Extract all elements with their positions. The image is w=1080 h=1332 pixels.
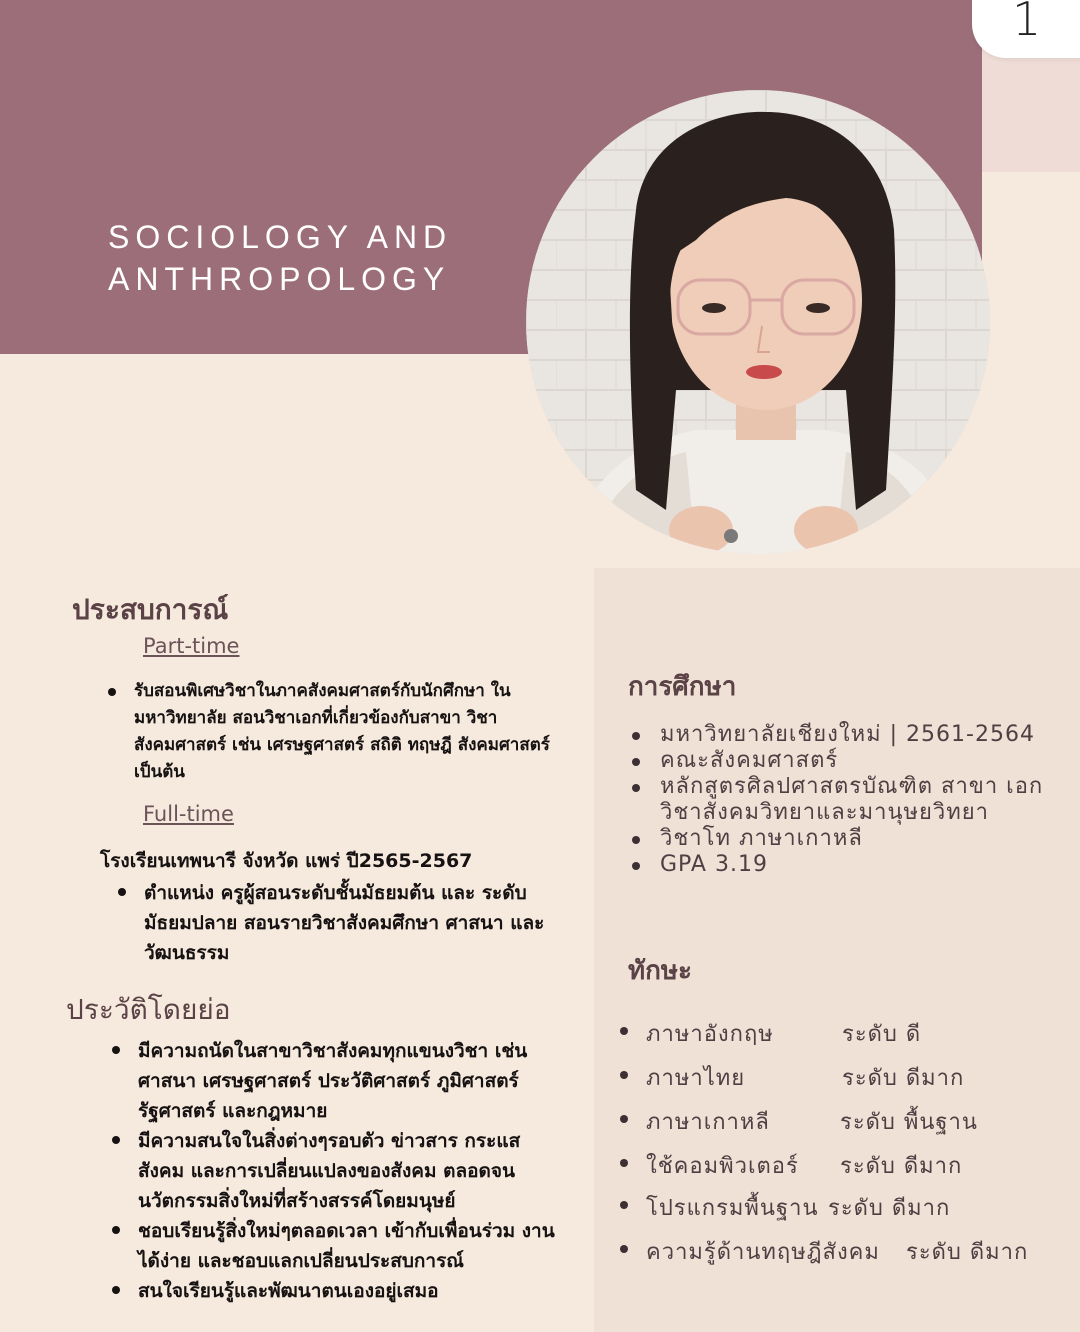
- skill-row: [618, 1104, 1068, 1134]
- portrait-illustration: [526, 90, 990, 554]
- title-line-1: SOCIOLOGY AND: [108, 219, 453, 255]
- skills-heading: ทักษะ: [628, 956, 692, 986]
- skill-level: ระดับ ดีมาก: [828, 1196, 951, 1221]
- experience-heading: ประสบการณ์: [72, 593, 229, 626]
- skill-name: ภาษาเกาหลี: [646, 1110, 770, 1135]
- skill-name: โปรแกรมพื้นฐาน: [646, 1196, 819, 1221]
- skill-level: ระดับ พื้นฐาน: [840, 1110, 978, 1135]
- skill-name: ภาษาอังกฤษ: [646, 1022, 774, 1047]
- list-item: หลักสูตรศิลปศาสตรบัณฑิต สาขา เอกวิชาสังคมวิทยาและมานุษยวิทยา: [630, 774, 1070, 826]
- list-item: มีความสนใจในสิ่งต่างๆรอบตัว ข่าวสาร กระแส สังคม และการเปลี่ยนแปลงของสังคม ตลอดจน นวัตกรรมสิ่งใหม่ที่สร้างสรรค์โดยมนุษย์: [112, 1126, 560, 1216]
- education-list: [630, 722, 1070, 878]
- parttime-label: Part-time: [143, 634, 240, 658]
- list-item: มีความถนัดในสาขาวิชาสังคมทุกแขนงวิชา เช่น ศาสนา เศรษฐศาสตร์ ประวัติศาสตร์ ภูมิศาสตร์ รัฐศาสตร์ และกฎหมาย: [112, 1036, 560, 1126]
- list-item: คณะสังคมศาสตร์: [630, 748, 1070, 774]
- list-item: มหาวิทยาลัยเชียงใหม่ | 2561-2564: [630, 722, 1070, 748]
- page-title: [108, 216, 528, 300]
- skill-row: [618, 1234, 1068, 1264]
- skill-name: ใช้คอมพิวเตอร์: [646, 1154, 799, 1179]
- skill-row: [618, 1060, 1068, 1090]
- parttime-list: [108, 678, 568, 786]
- list-item: รับสอนพิเศษวิชาในภาคสังคมศาสตร์กับนักศึกษา ในมหาวิทยาลัย สอนวิชาเอกที่เกี่ยวข้องกับสาขา วิชาสังคมศาสตร์ เช่น เศรษฐศาสตร์ สถิติ ทฤษฎี สังคมศาสตร์ เป็นต้น: [108, 678, 568, 786]
- skill-name: ภาษาไทย: [646, 1066, 746, 1091]
- skill-row: [618, 1148, 1068, 1178]
- skill-level: ระดับ ดีมาก: [840, 1154, 963, 1179]
- education-heading: การศึกษา: [628, 672, 737, 702]
- skill-level: ระดับ ดีมาก: [906, 1240, 1029, 1265]
- list-item: ตำแหน่ง ครูผู้สอนระดับชั้นมัธยมต้น และ ระดับมัธยมปลาย สอนรายวิชาสังคมศึกษา ศาสนา และวัฒนธรรม: [118, 878, 558, 968]
- title-line-2: ANTHROPOLOGY: [108, 261, 451, 297]
- skill-level: ระดับ ดีมาก: [842, 1066, 965, 1091]
- fulltime-list: [118, 878, 558, 968]
- page-number: 1: [1012, 0, 1042, 46]
- skill-row: [618, 1190, 1068, 1220]
- list-item: ชอบเรียนรู้สิ่งใหม่ๆตลอดเวลา เข้ากับเพื่อนร่วม งานได้ง่าย และชอบแลกเปลี่ยนประสบการณ์: [112, 1216, 560, 1276]
- fulltime-label: Full-time: [143, 802, 234, 826]
- list-item: วิชาโท ภาษาเกาหลี: [630, 826, 1070, 852]
- skill-row: [618, 1016, 1068, 1046]
- fulltime-org: โรงเรียนเทพนารี จังหวัด แพร่ ปี2565-2567: [100, 850, 473, 872]
- list-item: GPA 3.19: [630, 852, 1070, 878]
- bio-list: [112, 1036, 560, 1306]
- profile-photo: [526, 90, 990, 554]
- skill-level: ระดับ ดี: [842, 1022, 922, 1047]
- bio-heading: ประวัติโดยย่อ: [66, 993, 231, 1026]
- skill-name: ความรู้ด้านทฤษฎีสังคม: [646, 1240, 880, 1265]
- list-item: สนใจเรียนรู้และพัฒนาตนเองอยู่เสมอ: [112, 1276, 560, 1306]
